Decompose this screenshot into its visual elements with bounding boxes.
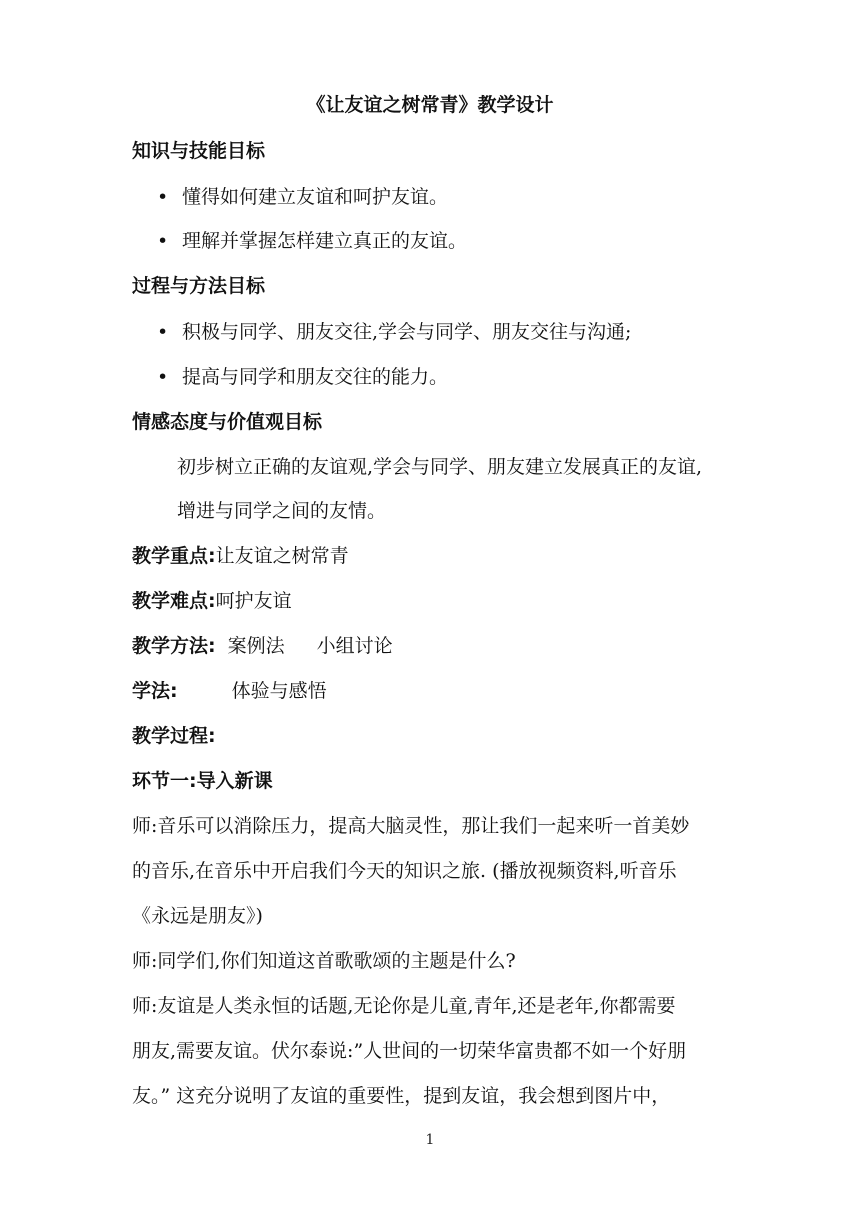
difficult-point-value: 呵护友谊	[215, 590, 292, 612]
heading-knowledge-goals: 知识与技能目标	[132, 140, 266, 162]
body-line: 的音乐,在音乐中开启我们今天的知识之旅. (播放视频资料,听音乐	[132, 860, 677, 882]
body-line: 友。” 这充分说明了友谊的重要性，提到友谊，我会想到图片中，	[132, 1085, 671, 1107]
methods-row	[132, 632, 393, 660]
key-point-row	[132, 542, 349, 570]
process-item-1: 积极与同学、朋友交往,学会与同学、朋友交往与沟通;	[182, 321, 632, 343]
key-point-label: 教学重点:	[132, 545, 216, 567]
methods-label: 教学方法:	[132, 635, 216, 657]
bullet-marker: •	[157, 366, 169, 388]
knowledge-item-1: 懂得如何建立友谊和呵护友谊。	[182, 186, 449, 208]
process-item-2: 提高与同学和朋友交往的能力。	[182, 366, 449, 388]
learning-value: 体验与感悟	[231, 680, 327, 702]
difficult-point-row	[132, 587, 292, 615]
body-line: 朋友,需要友谊。伏尔泰说:”人世间的一切荣华富贵都不如一个好朋	[132, 1040, 687, 1062]
body-line: 师:友谊是人类永恒的话题,无论你是儿童,青年,还是老年,你都需要	[132, 995, 676, 1017]
key-point-value: 让友谊之树常青	[215, 545, 349, 567]
body-line: 师:同学们,你们知道这首歌歌颂的主题是什么?	[132, 950, 516, 972]
knowledge-item-2: 理解并掌握怎样建立真正的友谊。	[182, 230, 468, 252]
method-case: 案例法	[227, 635, 285, 657]
stage1-heading: 环节一:导入新课	[132, 770, 273, 792]
bullet-marker: •	[157, 186, 169, 208]
heading-process-goals: 过程与方法目标	[132, 275, 266, 297]
emotion-line-1: 初步树立正确的友谊观,学会与同学、朋友建立发展真正的友谊,	[177, 456, 703, 478]
body-line: 《永远是朋友》)	[132, 905, 263, 927]
learning-label: 学法:	[132, 680, 178, 702]
emotion-line-2: 增进与同学之间的友情。	[177, 500, 387, 522]
difficult-point-label: 教学难点:	[132, 590, 216, 612]
teaching-process-heading: 教学过程:	[132, 725, 216, 747]
heading-emotion-goals: 情感态度与价值观目标	[132, 411, 323, 433]
body-line: 师:音乐可以消除压力，提高大脑灵性，那让我们一起来听一首美妙	[132, 815, 690, 837]
document-title: 《让友谊之树常青》教学设计	[306, 94, 554, 116]
bullet-marker: •	[157, 321, 169, 343]
method-group-discussion: 小组讨论	[316, 635, 393, 657]
page-number: 1	[425, 1132, 435, 1148]
bullet-marker: •	[157, 230, 169, 252]
learning-row	[132, 677, 327, 705]
